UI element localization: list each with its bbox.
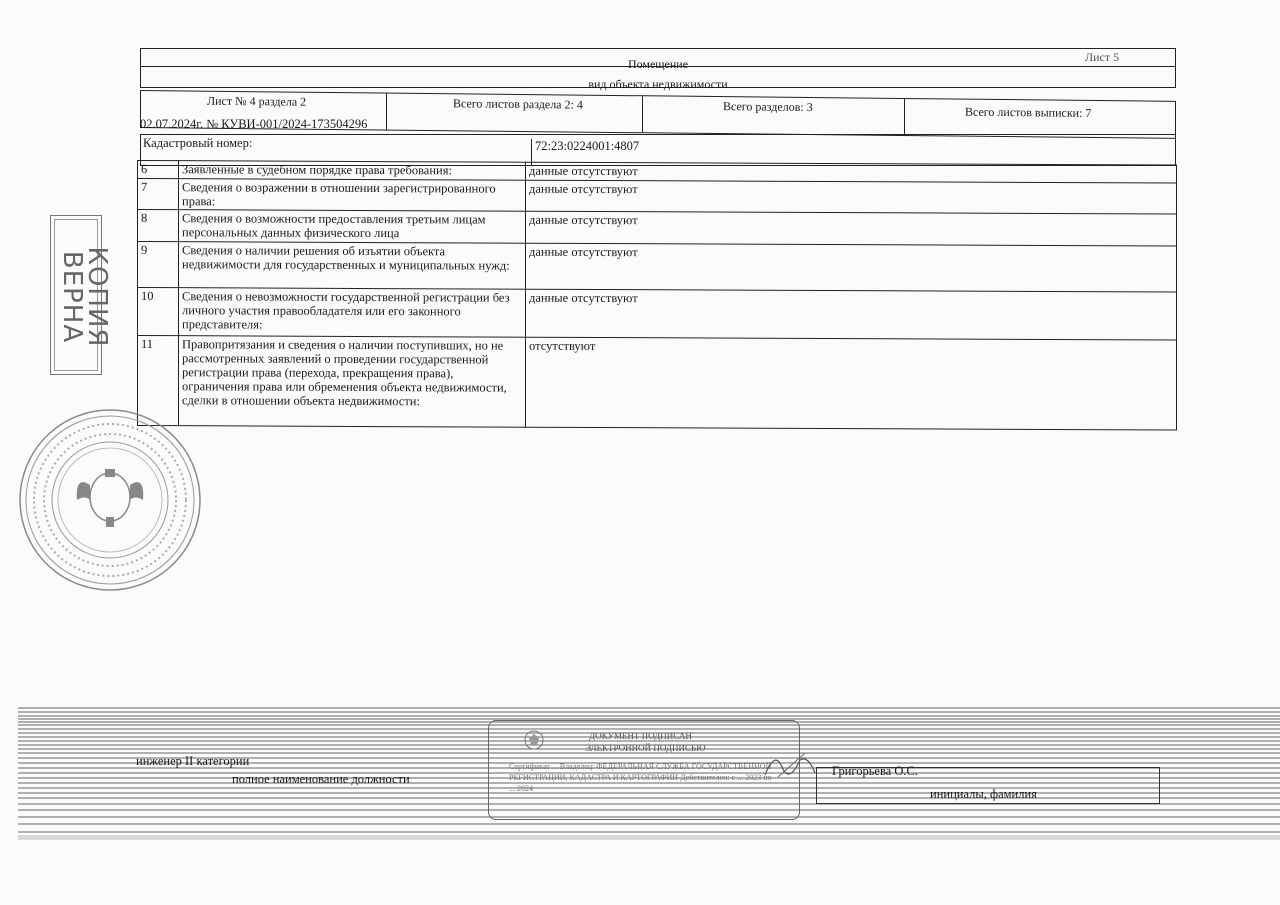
- row-value: отсутствуют: [526, 337, 1177, 430]
- row-value: данные отсутствуют: [526, 243, 1177, 292]
- esig-line-1: ДОКУМЕНТ ПОДПИСАН: [589, 731, 692, 741]
- row-number: 9: [138, 242, 179, 288]
- row-value: данные отсутствуют: [526, 289, 1177, 340]
- row-description: Сведения о возражении в отношении зарегистрированного права:: [179, 179, 526, 212]
- table-row: [138, 288, 1177, 341]
- table-row: [138, 210, 1177, 247]
- sheet-in-section: Лист № 4 раздела 2: [141, 91, 387, 130]
- copy-certified-stamp: [50, 215, 112, 375]
- handwritten-signature-icon: [760, 745, 820, 785]
- cadastral-number: 72:23:0224001:4807: [531, 139, 1175, 165]
- row-description: Сведения о возможности предоставления третьим лицам персональных данных физического лица: [179, 210, 526, 244]
- table-row: [138, 336, 1177, 431]
- row-description: Сведения о невозможности государственной регистрации без личного участия правообладателя или его законного представителя:: [179, 288, 526, 338]
- table-row: [138, 179, 1177, 215]
- sections-total: Всего разделов: 3: [643, 96, 905, 135]
- sheet-number: Лист 5: [1085, 50, 1120, 64]
- row-value: данные отсутствуют: [526, 162, 1177, 183]
- table-row: [138, 242, 1177, 293]
- row-number: 10: [138, 288, 179, 336]
- position-title: инженер II категории: [136, 754, 250, 768]
- extract-sheets-total: Всего листов выписки: 7: [965, 104, 1092, 120]
- esig-line-2: ЭЛЕКТРОННОЙ ПОДПИСЬЮ: [585, 743, 706, 753]
- row-description: Сведения о наличии решения об изъятии объекта недвижимости для государственных и муниципальных нужд:: [179, 242, 526, 290]
- signer-name: Григорьева О.С.: [832, 764, 918, 778]
- object-kind-caption: вид объекта недвижимости: [140, 66, 1176, 88]
- stamp-text: КОПИЯ ВЕРНА: [57, 246, 112, 348]
- cadastral-label: Кадастровый номер:: [143, 136, 253, 150]
- row-number: 6: [138, 161, 179, 179]
- row-description: Заявленные в судебном порядке права требования:: [179, 161, 526, 181]
- section-sheets-total: Всего листов раздела 2: 4: [387, 94, 643, 133]
- row-value: данные отсутствуют: [526, 180, 1177, 214]
- row-description: Правопритязания и сведения о наличии поступивших, но не рассмотренных заявлений о проведении государственной регистрации права (перехода, прекращения права), ограничения права или обременения объекта недвижимости, сделки в отношении объекта недвижимости:: [179, 336, 526, 428]
- object-title: Помещение: [140, 48, 1176, 66]
- row-number: 8: [138, 210, 179, 242]
- emblem-icon: [523, 729, 545, 751]
- row-number: 11: [138, 336, 179, 426]
- esig-details: Сертификат ... Владелец: ФЕДЕРАЛЬНАЯ СЛУЖБА ГОСУДАРСТВЕННОЙ РЕГИСТРАЦИИ, КАДАСТРА И КАРТОГРАФИИ Действителен: с ... 2023 по ... 2024: [509, 762, 772, 793]
- official-seal-icon: [15, 405, 205, 595]
- row-number: 7: [138, 179, 179, 210]
- position-caption: полное наименование должности: [232, 772, 410, 786]
- row-value: данные отсутствуют: [526, 211, 1177, 246]
- electronic-signature-box: [488, 720, 800, 820]
- signer-name-caption: инициалы, фамилия: [930, 787, 1037, 801]
- document-id: 02.07.2024г. № КУВИ-001/2024-173504296: [140, 117, 368, 131]
- encumbrance-table: [137, 160, 1177, 431]
